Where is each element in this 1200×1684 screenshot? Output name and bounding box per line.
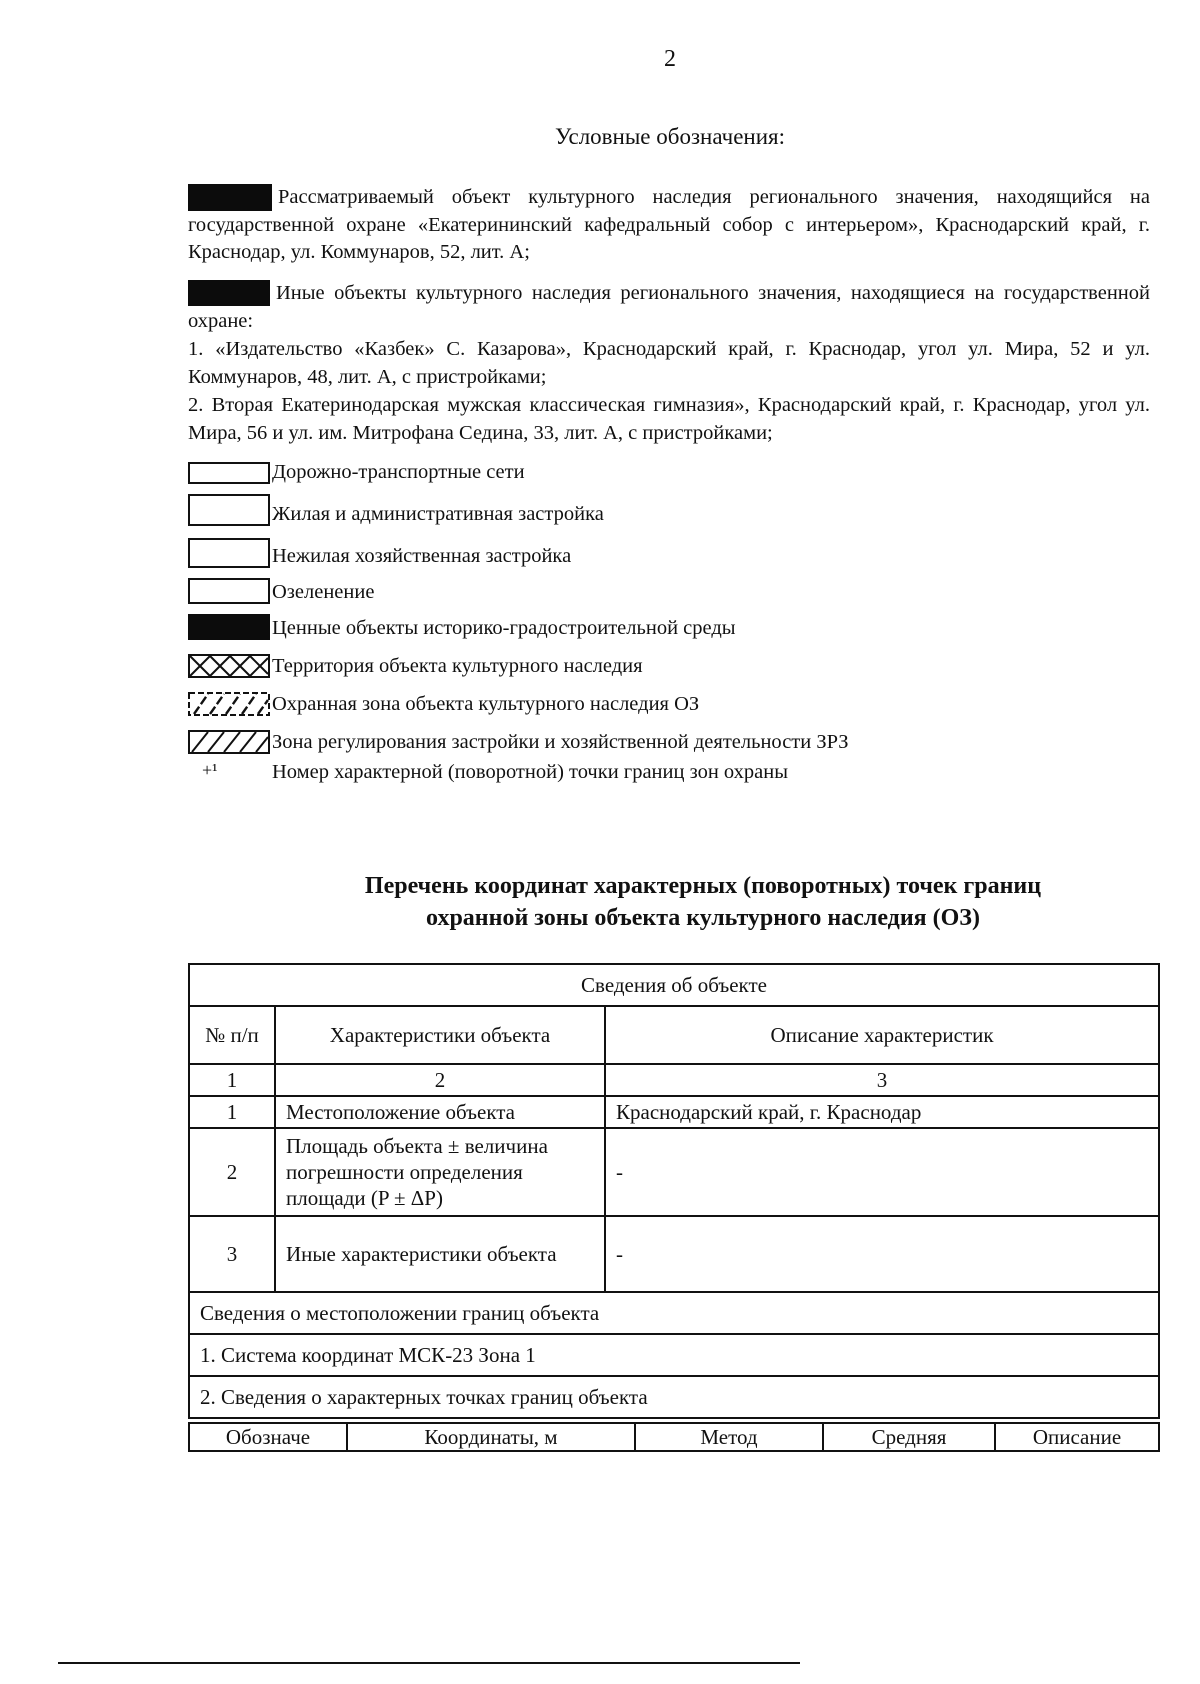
coordinates-heading: [288, 870, 1118, 934]
col-number: 1: [189, 1064, 275, 1096]
coordinate-system: 1. Система координат МСК-23 Зона 1: [189, 1334, 1159, 1376]
col-header-number: № п/п: [189, 1006, 275, 1064]
legend-item-greenery: Озеленение: [188, 576, 374, 604]
cross-hatch-swatch-icon: [188, 654, 270, 678]
coordinates-heading-line-2: охранной зоны объекта культурного наследия (ОЗ): [426, 905, 980, 931]
points-columns-table: [188, 1422, 1160, 1452]
legend-paragraph-2: [188, 280, 1150, 335]
legend-list-item-1: 1. «Издательство «Казбек» С. Казарова», Краснодарский край, г. Краснодар, угол ул. Мира, 52 и ул. Коммунаров, 48, лит. А, с пристройками;: [188, 338, 1150, 388]
black-fill-swatch-icon: [188, 614, 270, 640]
legend-item-road-network: Дорожно-транспортные сети: [188, 456, 525, 484]
table-row: [189, 1216, 1159, 1292]
legend-item-heritage-territory: Территория объекта культурного наследия: [188, 650, 643, 678]
col-header-description: Описание характеристик: [605, 1006, 1159, 1064]
black-fill-swatch-icon: [188, 280, 270, 306]
legend-item-residential: Жилая и административная застройка: [188, 498, 604, 526]
col-number: 3: [605, 1064, 1159, 1096]
footnote-divider: [58, 1662, 800, 1664]
col-header-designation: Обозначе: [189, 1423, 347, 1451]
row-number: 3: [189, 1216, 275, 1292]
legend-list-item-2: 2. Вторая Екатеринодарская мужская классическая гимназия», Краснодарский край, г. Краснодар, угол ул. Мира, 56 и ул. им. Митрофана Седина, 33, лит. А, с пристройками;: [188, 394, 1150, 444]
page-number: 2: [664, 46, 676, 72]
legend-paragraph-1-text: Рассматриваемый объект культурного наследия регионального значения, находящийся на государственной охране «Екатерининский кафедральный собор с интерьером», Краснодарский край, г. Краснодар, ул. Коммунаров, 52, лит. А;: [188, 186, 1150, 263]
legend-paragraph-1: [188, 184, 1150, 267]
black-fill-swatch-icon: [188, 184, 272, 211]
location-header: Сведения о местоположении границ объекта: [189, 1292, 1159, 1334]
points-header: 2. Сведения о характерных точках границ объекта: [189, 1376, 1159, 1418]
legend-paragraph-2-text: Иные объекты культурного наследия регионального значения, находящиеся на государственной охране:: [188, 282, 1150, 332]
dashed-hatch-swatch-icon: [188, 692, 270, 716]
col-header-mean: Средняя: [823, 1423, 995, 1451]
coordinates-heading-line-1: Перечень координат характерных (поворотных) точек границ: [364, 873, 1042, 899]
table-row: [189, 1096, 1159, 1128]
col-number: 2: [275, 1064, 605, 1096]
outline-swatch-icon: [188, 578, 270, 604]
legend-item-valuable-objects: Ценные объекты историко-градостроительной среды: [188, 612, 736, 640]
col-header-method: Метод: [635, 1423, 823, 1451]
outline-swatch-icon: [188, 538, 270, 568]
legend-item-protection-zone: Охранная зона объекта культурного наследия ОЗ: [188, 688, 699, 716]
diagonal-hatch-swatch-icon: [188, 730, 270, 754]
row-characteristic: Площадь объекта ± величина погрешности определения площади (P ± ΔP): [275, 1128, 605, 1216]
point-marker-icon: +¹: [202, 760, 218, 780]
legend-item-point-number: +¹ Номер характерной (поворотной) точки границ зон охраны: [188, 756, 788, 784]
row-description: Краснодарский край, г. Краснодар: [605, 1096, 1159, 1128]
row-description: -: [605, 1216, 1159, 1292]
row-number: 1: [189, 1096, 275, 1128]
row-characteristic: Иные характеристики объекта: [275, 1216, 605, 1292]
outline-swatch-icon: [188, 462, 270, 484]
table-row: [189, 1128, 1159, 1216]
col-header-point-description: Описание: [995, 1423, 1159, 1451]
legend-title: Условные обозначения:: [554, 124, 786, 149]
col-header-coordinates: Координаты, м: [347, 1423, 635, 1451]
row-description: -: [605, 1128, 1159, 1216]
section-header: Сведения об объекте: [189, 964, 1159, 1006]
legend-item-regulation-zone: Зона регулирования застройки и хозяйственной деятельности ЗРЗ: [188, 726, 849, 754]
object-info-table: [188, 963, 1160, 1419]
outline-swatch-icon: [188, 494, 270, 526]
row-number: 2: [189, 1128, 275, 1216]
col-header-characteristic: Характеристики объекта: [275, 1006, 605, 1064]
legend-item-nonresidential: Нежилая хозяйственная застройка: [188, 540, 571, 568]
row-characteristic: Местоположение объекта: [275, 1096, 605, 1128]
